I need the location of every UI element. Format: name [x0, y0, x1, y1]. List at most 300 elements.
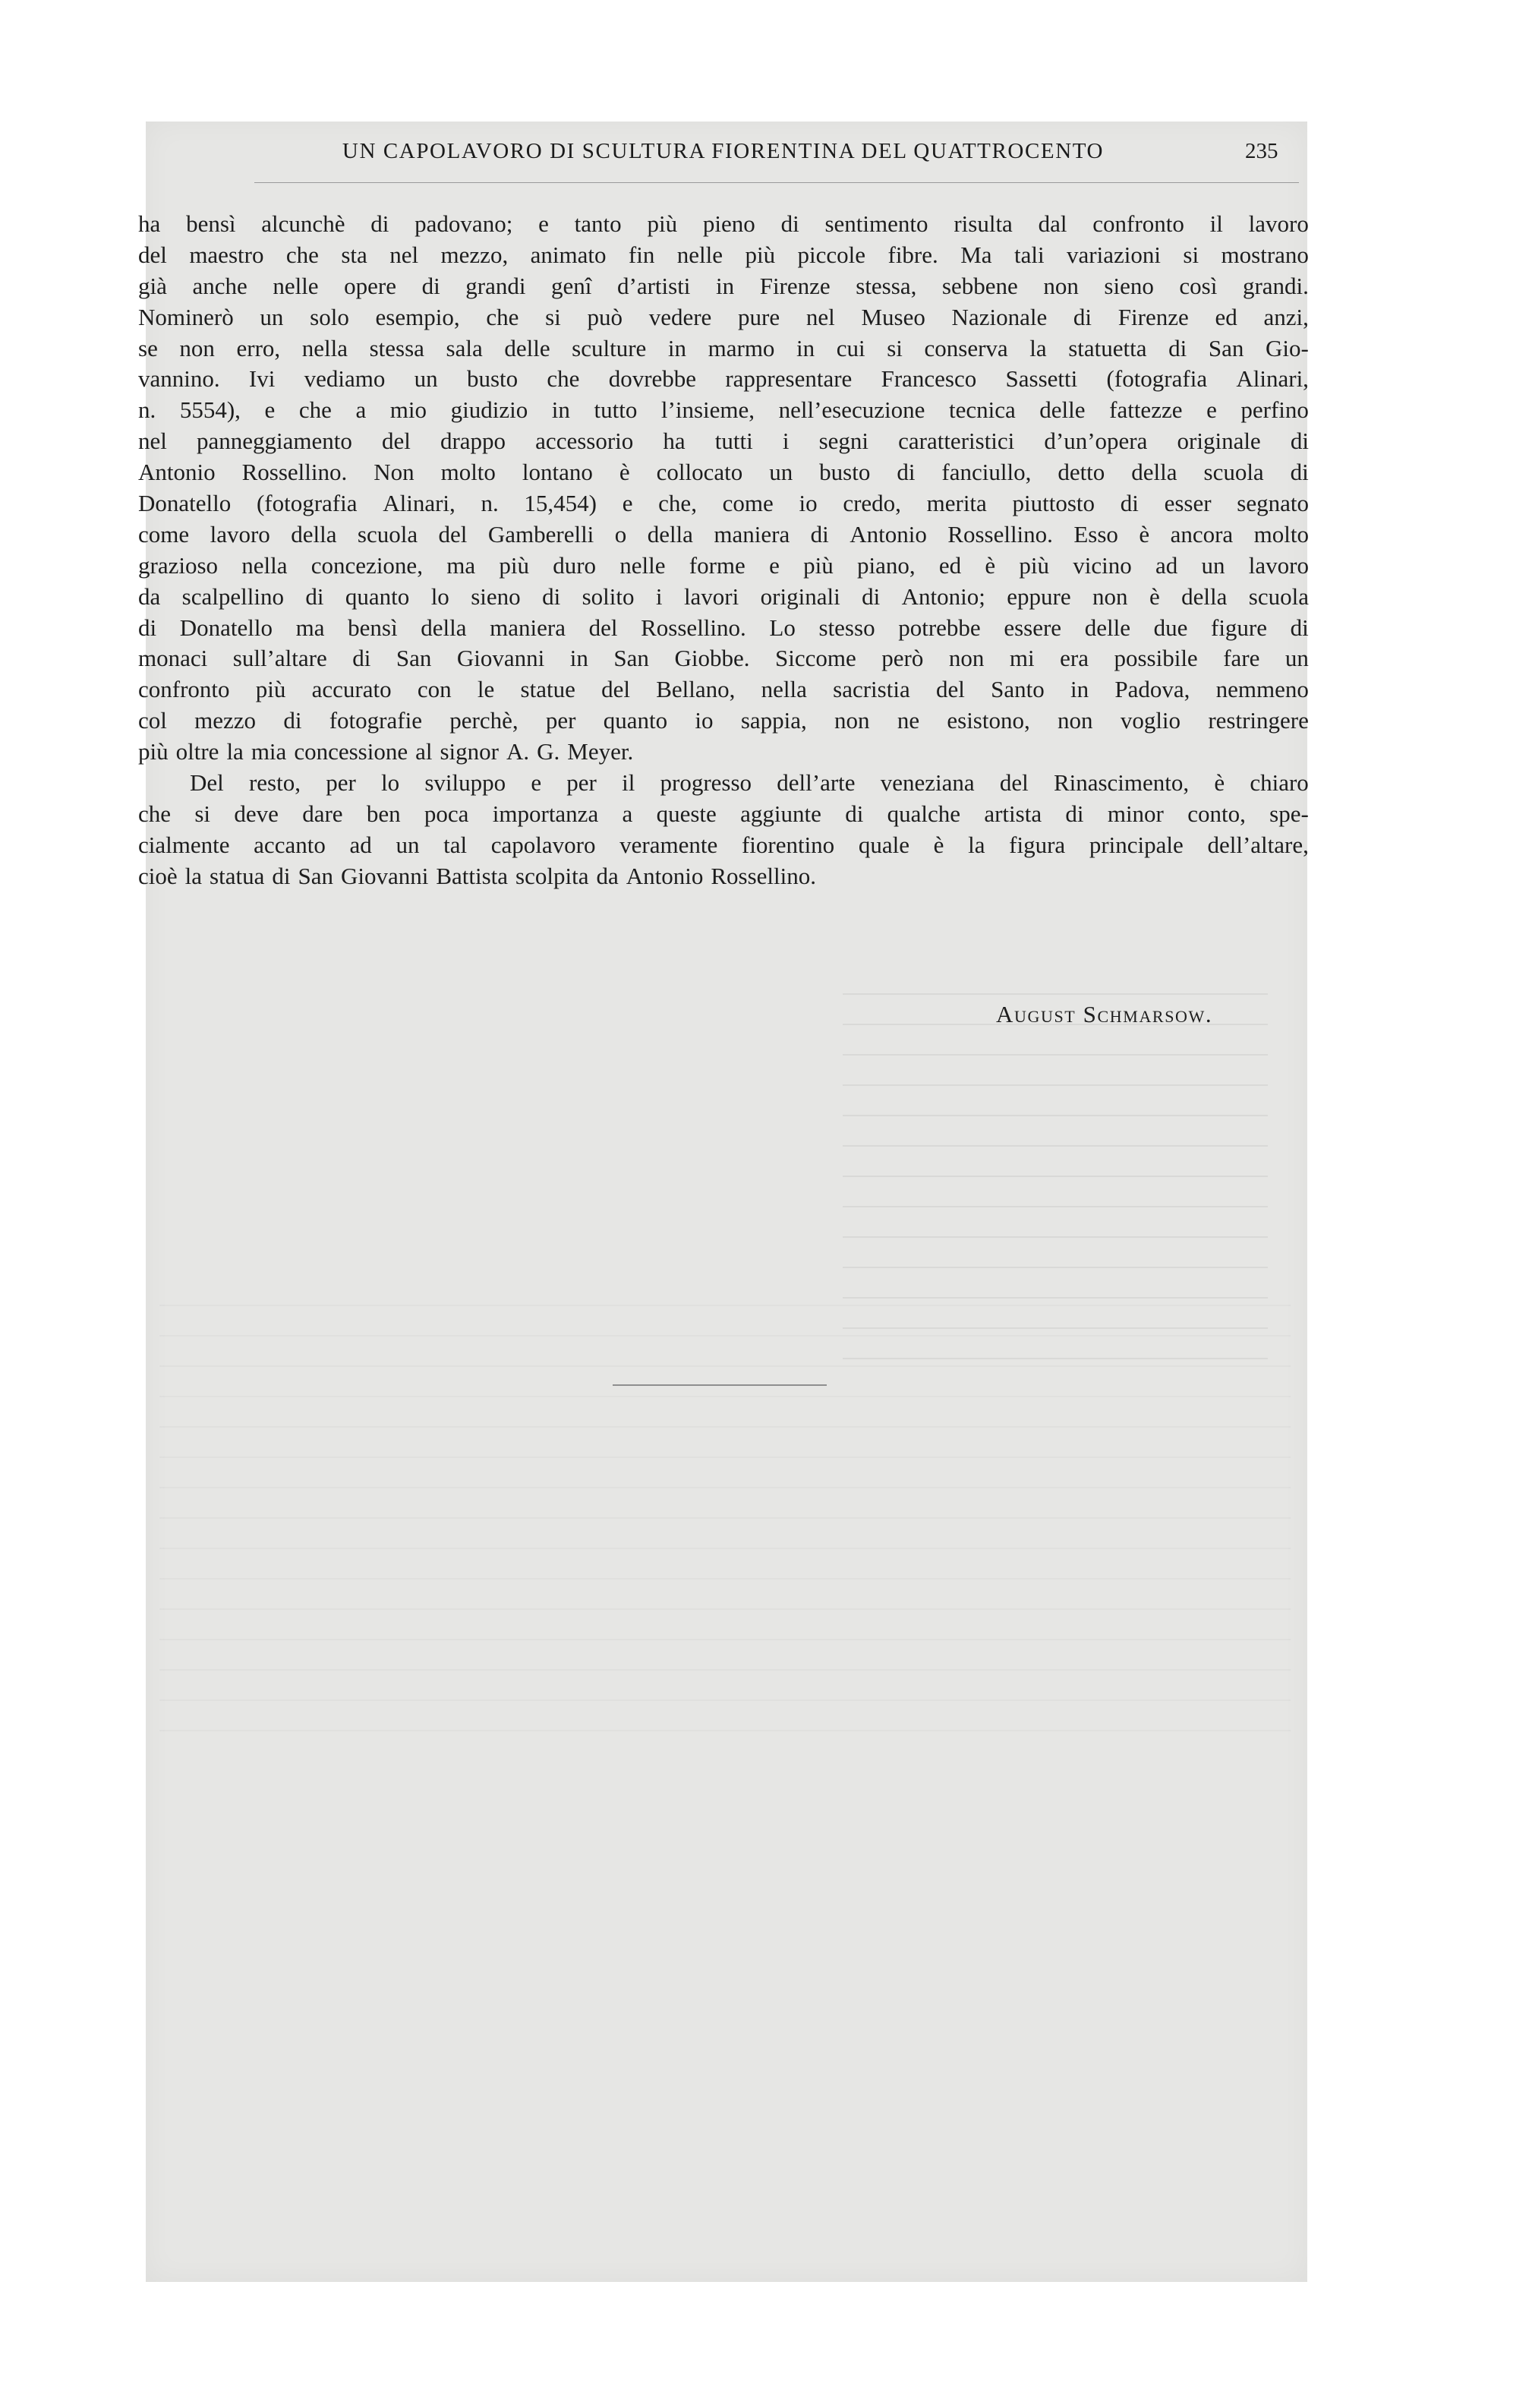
word: si: [545, 303, 561, 330]
word: di: [1073, 303, 1092, 330]
word: credo,: [843, 490, 901, 517]
word: da: [596, 862, 619, 889]
word: queste: [656, 800, 717, 827]
word: rappresentare: [725, 365, 853, 393]
word: esser: [1164, 490, 1212, 517]
word: caratteristici: [898, 428, 1015, 455]
word: la: [226, 738, 244, 765]
word: è: [933, 831, 944, 858]
word: eppure: [1007, 582, 1071, 610]
word: Rossellino.: [711, 862, 817, 889]
word: Rossellino.: [947, 520, 1053, 548]
word: o: [614, 520, 627, 548]
word: duro: [553, 551, 597, 579]
word: delle: [504, 334, 550, 361]
word: potrebbe: [898, 614, 981, 641]
word: solo: [310, 303, 349, 330]
word: del: [381, 428, 411, 455]
word: maestro: [189, 241, 264, 268]
word: Meyer.: [567, 738, 634, 765]
page-number: 235: [1245, 139, 1278, 163]
word: mostrano: [1221, 241, 1309, 268]
word: è: [1214, 769, 1225, 797]
word: veramente: [619, 831, 718, 858]
word: San: [1208, 334, 1244, 361]
word: per: [545, 707, 576, 734]
word: San: [613, 645, 649, 672]
word: di: [352, 645, 371, 672]
word: è: [1149, 582, 1160, 610]
word: conto,: [1187, 800, 1246, 827]
word: risulta: [954, 210, 1013, 237]
word: vicino: [1073, 551, 1132, 579]
word: si: [194, 800, 211, 827]
word: non: [179, 334, 215, 361]
word: lavoro: [210, 520, 270, 548]
word: sieno: [1104, 272, 1154, 299]
word: della: [1131, 459, 1177, 486]
word: panneggiamento: [196, 428, 352, 455]
word: ha: [663, 428, 686, 455]
word: si: [887, 334, 903, 361]
word: di: [272, 862, 291, 889]
word: voglio: [1120, 707, 1181, 734]
word: sta: [341, 241, 367, 268]
word: vedere: [648, 303, 712, 330]
word: figure: [1211, 614, 1268, 641]
word: 15,454): [524, 490, 597, 517]
word: segnato: [1237, 490, 1309, 517]
word: che: [285, 241, 319, 268]
word: A.: [506, 738, 530, 765]
word: piuttosto: [1012, 490, 1095, 517]
word: più: [803, 551, 834, 579]
word: dell’altare,: [1207, 831, 1309, 858]
word: nella: [301, 334, 348, 361]
word: delle: [1084, 614, 1130, 641]
word: e: [769, 551, 780, 579]
word: è: [985, 551, 996, 579]
word: più: [745, 241, 776, 268]
word: di: [1290, 428, 1309, 455]
text-line: [138, 643, 1309, 674]
word: un: [769, 459, 793, 486]
word: drappo: [440, 428, 506, 455]
word: principale: [1089, 831, 1184, 858]
text-line: [138, 582, 1309, 613]
word: è: [619, 459, 630, 486]
word: non: [948, 645, 985, 672]
word: Alinari,: [383, 490, 456, 517]
text-line: [138, 551, 1309, 582]
word: fibre.: [887, 241, 938, 268]
word: di: [283, 707, 302, 734]
word: di: [421, 272, 440, 299]
author-signature: August Schmarsow.: [996, 1001, 1213, 1027]
word: spe-: [1269, 800, 1309, 827]
word: alcunchè: [261, 210, 345, 237]
word: San: [298, 862, 333, 889]
word: un: [1285, 645, 1309, 672]
word: di: [138, 614, 157, 641]
text-line: [138, 830, 1309, 861]
word: tanto: [574, 210, 622, 237]
word: giudizio: [450, 396, 528, 424]
word: quanto: [345, 582, 410, 610]
word: bensì: [348, 614, 398, 641]
word: Nominerò: [138, 303, 234, 330]
word: scolpita: [515, 862, 589, 889]
word: deve: [234, 800, 279, 827]
word: fare: [1223, 645, 1260, 672]
word: di: [897, 459, 916, 486]
word: nel: [389, 241, 419, 268]
word: col: [138, 707, 167, 734]
word: esempio,: [375, 303, 460, 330]
word: Del: [190, 769, 224, 797]
word: ne: [897, 707, 920, 734]
word: nella: [241, 551, 288, 579]
word: che: [547, 365, 580, 393]
word: più: [138, 738, 169, 765]
word: tali: [1013, 241, 1045, 268]
word: fanciullo,: [941, 459, 1032, 486]
word: stessa: [369, 334, 424, 361]
word: scuola: [357, 520, 418, 548]
word: pieno: [702, 210, 755, 237]
word: fiorentino: [741, 831, 835, 858]
word: i: [782, 428, 790, 455]
word: Battista: [436, 862, 509, 889]
word: sull’altare: [232, 645, 327, 672]
word: Sassetti: [1005, 365, 1078, 393]
word: del: [935, 676, 965, 703]
word: (fotografia: [256, 490, 358, 517]
word: solito: [582, 582, 635, 610]
word: e: [622, 490, 633, 517]
word: variazioni: [1067, 241, 1161, 268]
word: di: [1290, 459, 1309, 486]
word: essere: [1004, 614, 1062, 641]
word: il: [1209, 210, 1223, 237]
word: il: [622, 769, 635, 797]
word: nelle: [676, 241, 723, 268]
word: Non: [374, 459, 415, 486]
word: nemmeno: [1215, 676, 1309, 703]
word: bensì: [186, 210, 236, 237]
word: tecnica: [948, 396, 1016, 424]
word: Giovanni: [456, 645, 545, 672]
word: conserva: [924, 334, 1008, 361]
word: busto: [466, 365, 519, 393]
word: scalpellino: [181, 582, 284, 610]
word: della: [291, 520, 337, 548]
header-rule: [254, 182, 1299, 183]
word: l’insieme,: [660, 396, 755, 424]
word: a: [355, 396, 367, 424]
word: un: [414, 365, 438, 393]
word: nell’esecuzione: [778, 396, 925, 424]
word: Ma: [960, 241, 992, 268]
text-line: [138, 426, 1309, 457]
word: anche: [192, 272, 247, 299]
word: più: [1019, 551, 1049, 579]
word: in: [569, 645, 588, 672]
word: n.: [138, 396, 156, 424]
word: stessa,: [856, 272, 917, 299]
word: marmo: [708, 334, 775, 361]
word: quale: [858, 831, 909, 858]
word: può: [587, 303, 623, 330]
word: fin: [628, 241, 655, 268]
word: mia: [251, 738, 287, 765]
word: che: [138, 800, 172, 827]
word: Firenze: [759, 272, 831, 299]
word: aggiunte: [740, 800, 821, 827]
word: un: [1201, 551, 1225, 579]
section-divider: [613, 1384, 827, 1386]
word: Ivi: [248, 365, 276, 393]
text-line: [138, 457, 1309, 488]
word: di: [1065, 800, 1084, 827]
word: Gio-: [1265, 334, 1309, 361]
word: del: [601, 676, 630, 703]
word: accurato: [311, 676, 392, 703]
word: ma: [295, 614, 325, 641]
word: delle: [1039, 396, 1086, 424]
word: Lo: [769, 614, 796, 641]
body-text: [138, 209, 1309, 892]
word: statuetta: [1068, 334, 1147, 361]
word: più: [647, 210, 678, 237]
word: piccole: [797, 241, 866, 268]
word: statua: [210, 862, 265, 889]
word: come: [138, 520, 190, 548]
word: oltre: [175, 738, 219, 765]
show-through-text: [159, 1276, 1291, 1731]
word: nella: [761, 676, 807, 703]
word: in: [551, 396, 570, 424]
word: originali: [760, 582, 840, 610]
word: di: [370, 210, 389, 237]
word: Giovanni: [340, 862, 429, 889]
word: maniera: [714, 520, 790, 548]
word: mi: [1009, 645, 1035, 672]
word: Museo: [861, 303, 925, 330]
text-line: [138, 613, 1309, 644]
word: in: [1070, 676, 1089, 703]
text-line: [138, 705, 1309, 737]
word: Firenze: [1117, 303, 1189, 330]
word: del: [999, 769, 1029, 797]
word: ha: [138, 210, 161, 237]
word: opere: [344, 272, 396, 299]
word: da: [138, 582, 161, 610]
word: segni: [818, 428, 868, 455]
text-line: [138, 395, 1309, 426]
text-line-paragraph-end: [138, 861, 1309, 892]
word: veneziana: [880, 769, 975, 797]
word: di: [1290, 614, 1309, 641]
word: d’un’opera: [1044, 428, 1148, 455]
text-line: [138, 302, 1309, 333]
word: della: [647, 520, 693, 548]
word: grandi.: [1242, 272, 1309, 299]
word: sviluppo: [424, 769, 506, 797]
word: Rossellino.: [241, 459, 348, 486]
word: del: [138, 241, 167, 268]
word: accanto: [254, 831, 326, 858]
word: a: [622, 800, 633, 827]
word: vannino.: [138, 365, 220, 393]
word: cui: [836, 334, 865, 361]
word: dell’arte: [777, 769, 856, 797]
word: e: [264, 396, 276, 424]
word: di: [1168, 334, 1187, 361]
word: tal: [443, 831, 468, 858]
word: in: [716, 272, 735, 299]
word: animato: [530, 241, 607, 268]
word: ben: [366, 800, 401, 827]
word: ma: [446, 551, 476, 579]
word: collocato: [656, 459, 743, 486]
word: Santo: [991, 676, 1045, 703]
word: ad: [349, 831, 372, 858]
word: molto: [440, 459, 496, 486]
word: e: [538, 210, 549, 237]
word: progresso: [660, 769, 752, 797]
word: lontano: [522, 459, 593, 486]
word: Rossellino.: [641, 614, 746, 641]
word: che: [298, 396, 332, 424]
word: monaci: [138, 645, 208, 672]
word: le: [477, 676, 495, 703]
word: al: [415, 738, 433, 765]
word: mezzo,: [440, 241, 509, 268]
word: di: [1120, 490, 1139, 517]
word: genî: [551, 272, 592, 299]
word: vediamo: [304, 365, 386, 393]
text-line: [138, 333, 1309, 365]
word: perfino: [1240, 396, 1309, 424]
text-line: [138, 209, 1309, 240]
word: ad: [1155, 551, 1178, 579]
word: lavoro: [1248, 551, 1309, 579]
word: con: [417, 676, 452, 703]
text-line: [138, 674, 1309, 705]
word: possibile: [1114, 645, 1198, 672]
word: ed: [1215, 303, 1237, 330]
word: lo: [380, 769, 400, 797]
word: esistono,: [947, 707, 1030, 734]
word: merita: [926, 490, 987, 517]
word: fotografie: [329, 707, 422, 734]
word: nelle: [619, 551, 666, 579]
word: la: [1029, 334, 1047, 361]
word: grazioso: [138, 551, 219, 579]
word: cialmente: [138, 831, 230, 858]
word: sappia,: [740, 707, 807, 734]
word: della: [1181, 582, 1228, 610]
running-title: UN CAPOLAVORO DI SCULTURA FIORENTINA DEL QUATTROCENTO: [342, 139, 1105, 163]
word: che,: [658, 490, 697, 517]
word: nelle: [273, 272, 319, 299]
word: non: [1092, 582, 1128, 610]
word: in: [796, 334, 815, 361]
word: dovrebbe: [608, 365, 697, 393]
word: importanza: [492, 800, 599, 827]
word: lavori: [683, 582, 739, 610]
word: Gamberelli: [487, 520, 594, 548]
word: piano,: [856, 551, 916, 579]
word: quanto: [603, 707, 668, 734]
text-line: [138, 519, 1309, 551]
word: confronto: [1092, 210, 1184, 237]
word: così: [1179, 272, 1218, 299]
word: signor: [440, 738, 499, 765]
word: Bellano,: [656, 676, 736, 703]
word: e: [1206, 396, 1217, 424]
word: ed: [938, 551, 962, 579]
word: molto: [1253, 520, 1309, 548]
word: (fotografia: [1106, 365, 1208, 393]
word: pure: [738, 303, 780, 330]
word: Siccome: [774, 645, 856, 672]
word: del: [588, 614, 618, 641]
word: più: [499, 551, 529, 579]
word: come: [722, 490, 774, 517]
word: restringere: [1208, 707, 1309, 734]
word: chiaro: [1250, 769, 1309, 797]
word: concessione: [294, 738, 408, 765]
word: anzi,: [1263, 303, 1309, 330]
word: concezione,: [310, 551, 423, 579]
word: era: [1060, 645, 1089, 672]
word: statue: [520, 676, 575, 703]
word: dal: [1038, 210, 1067, 237]
word: dare: [302, 800, 343, 827]
word: Giobbe.: [674, 645, 750, 672]
word: Alinari,: [1236, 365, 1309, 393]
word: G.: [537, 738, 560, 765]
text-line-paragraph-end: [138, 737, 1309, 768]
word: d’artisti: [617, 272, 691, 299]
word: scuola: [1248, 582, 1309, 610]
word: confronto: [138, 676, 230, 703]
word: per: [326, 769, 356, 797]
text-line-paragraph-start: [138, 768, 1309, 799]
word: di: [810, 520, 829, 548]
text-line: [138, 799, 1309, 830]
word: non: [834, 707, 870, 734]
word: Nazionale: [951, 303, 1048, 330]
word: Rinascimento,: [1053, 769, 1190, 797]
word: San: [396, 645, 432, 672]
word: detto: [1058, 459, 1105, 486]
word: di: [862, 582, 881, 610]
word: in: [667, 334, 687, 361]
word: per: [566, 769, 597, 797]
word: già: [138, 272, 167, 299]
word: due: [1153, 614, 1188, 641]
word: maniera: [490, 614, 566, 641]
word: di: [780, 210, 799, 237]
word: nel: [138, 428, 167, 455]
word: di: [542, 582, 561, 610]
word: originale: [1177, 428, 1261, 455]
word: non: [1058, 707, 1093, 734]
word: figura: [1009, 831, 1066, 858]
